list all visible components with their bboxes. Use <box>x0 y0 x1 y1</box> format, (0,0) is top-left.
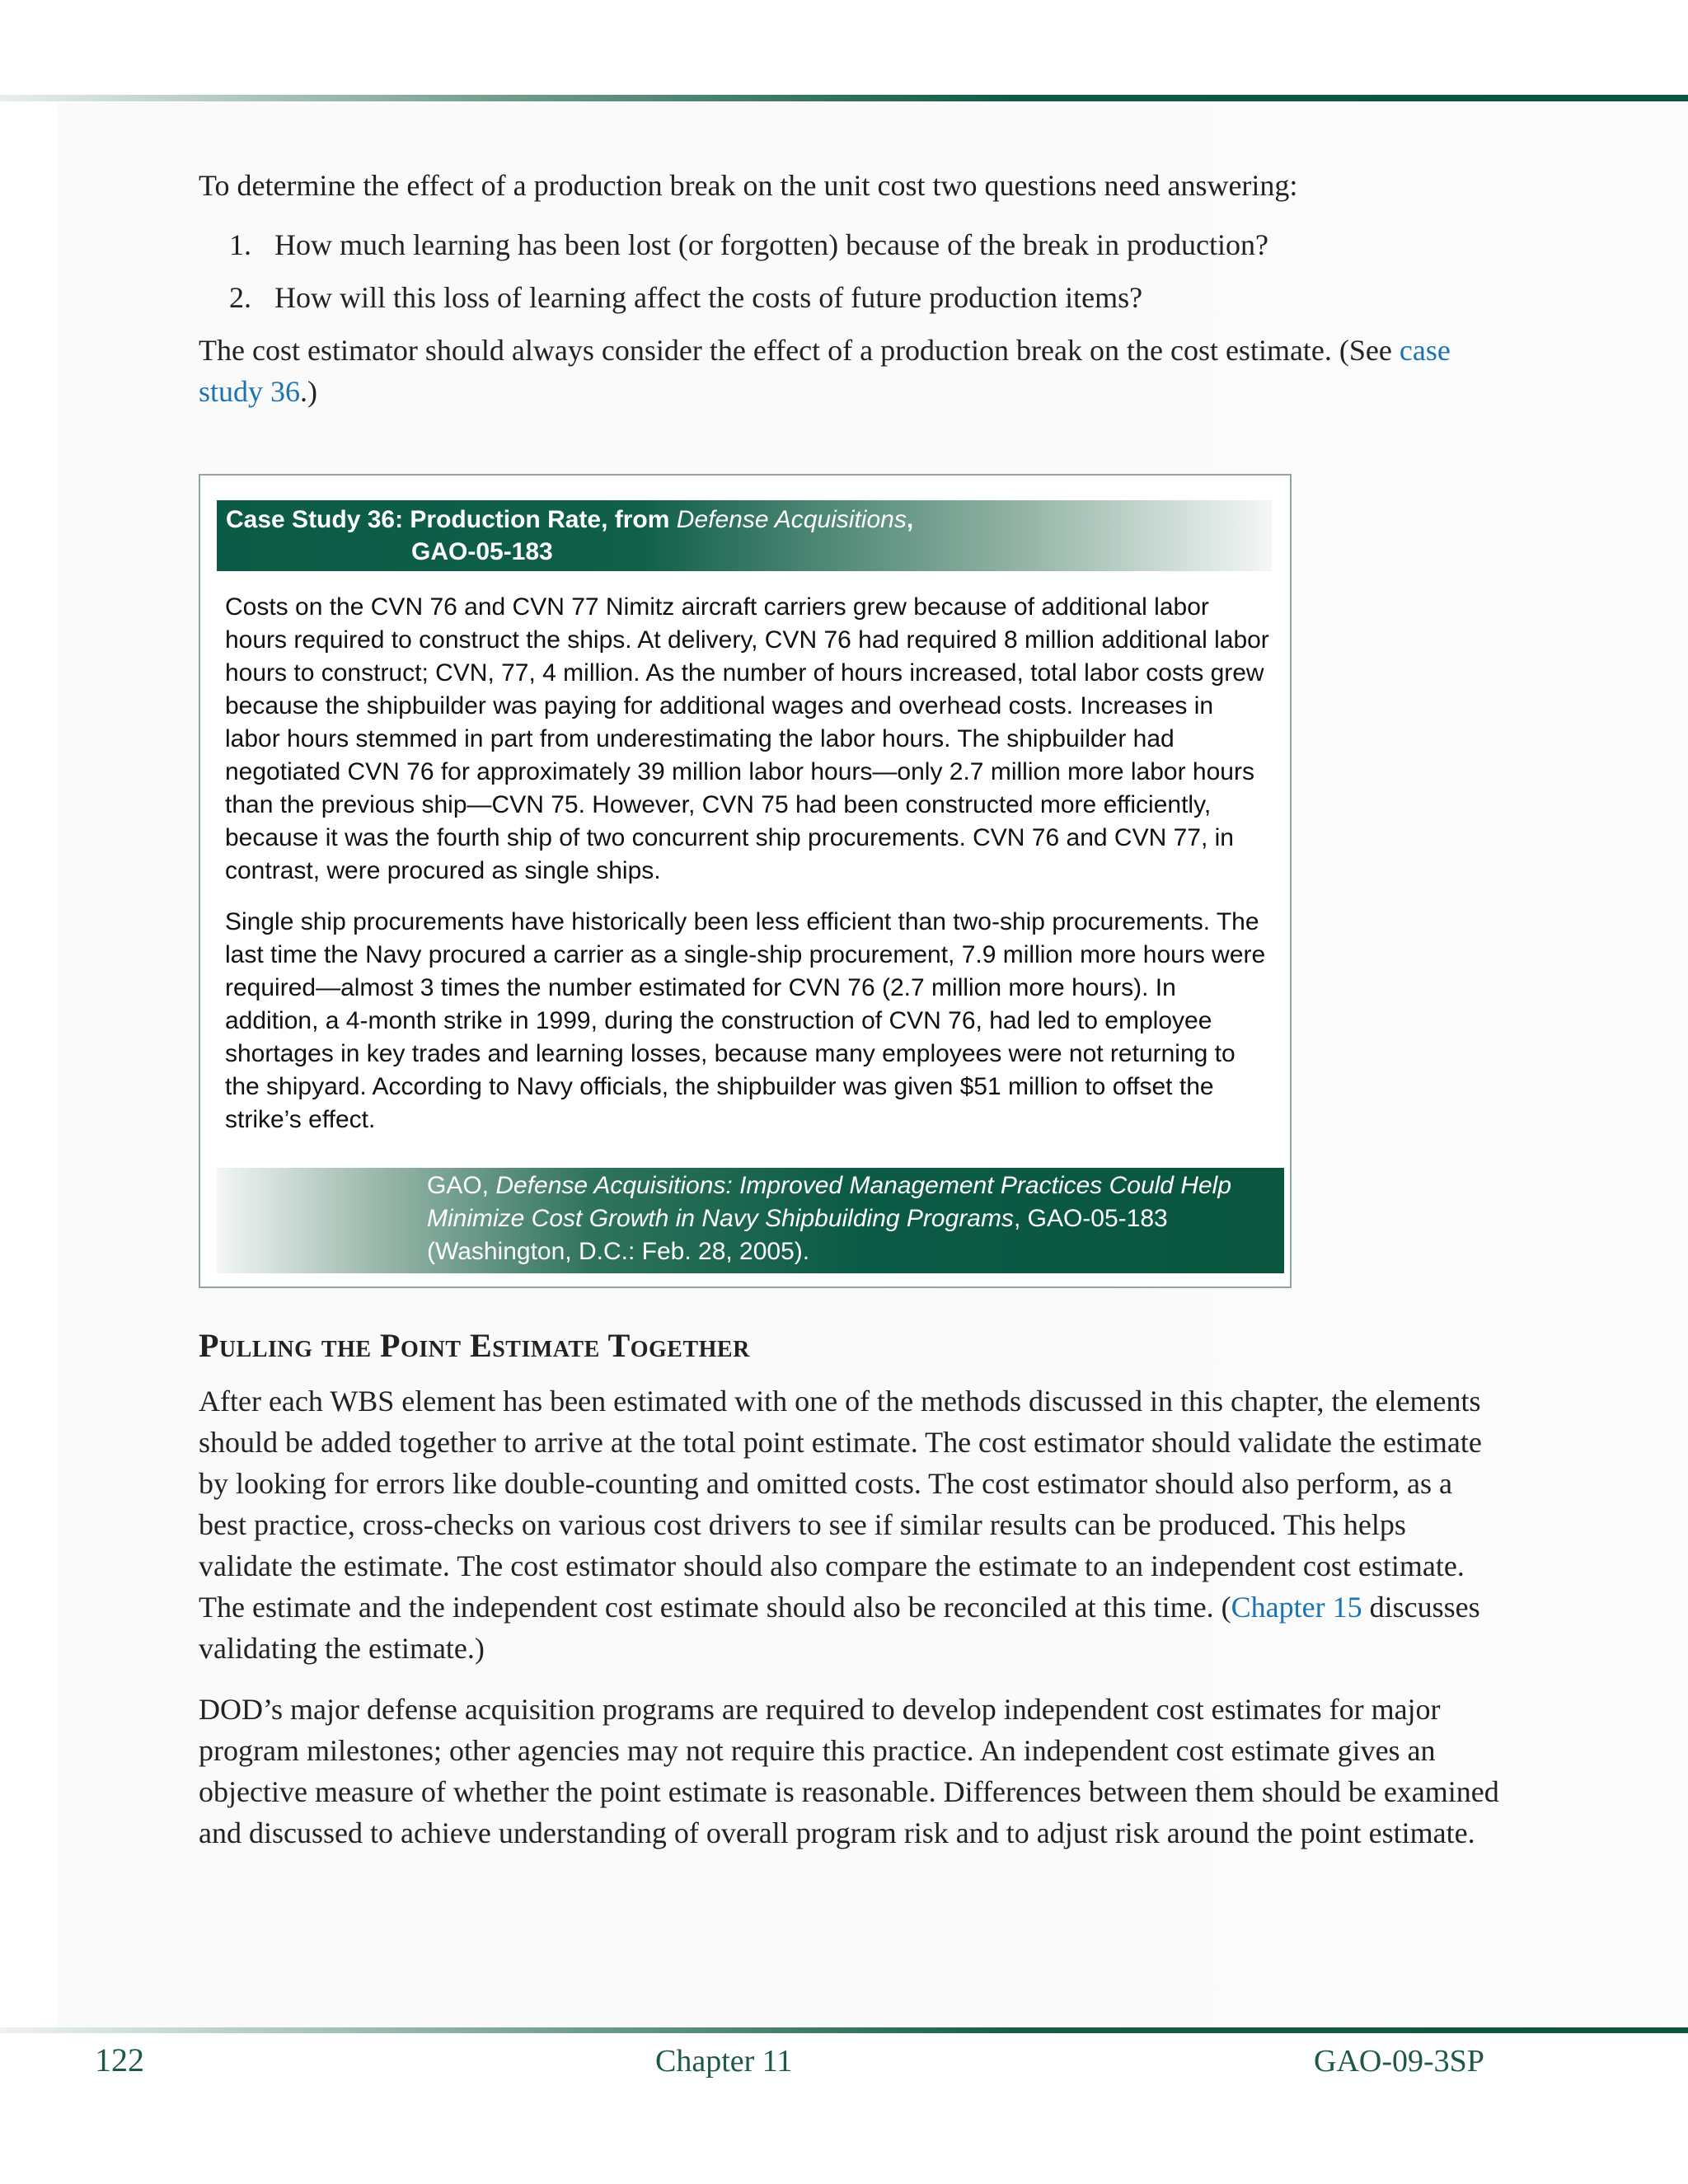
case-study-title <box>226 504 913 568</box>
intro-section <box>199 165 1501 412</box>
consider-paragraph <box>199 330 1501 412</box>
title-italic: Defense Acquisitions <box>676 506 907 533</box>
section-heading: Pulling the Point Estimate Together <box>199 1327 750 1364</box>
section-body <box>199 1380 1501 1873</box>
case-paragraph-2: Single ship procurements have historically been less efficient than two-ship procurements. The last time the Navy procured a carrier as a single-ship procurement, 7.9 million more hours were required—almost 3 times the number estimated for CVN 76 (2.7 million more hours). In addition, a 4-month strike in 1999, during the construction of CVN 76, had led to employee shortages in key trades and learning losses, because many employees were not returning to the shipyard. According to Navy officials, the shipbuilder was given $51 million to offset the strike’s effect. <box>225 908 1266 1133</box>
list-number: 1. <box>229 228 251 261</box>
case-study-header <box>217 500 1272 571</box>
page-footer <box>0 2036 1688 2085</box>
list-number: 2. <box>229 281 251 314</box>
section-paragraph-1 <box>199 1380 1501 1669</box>
p1-tail: discusses validating the estimate.) <box>199 1591 1480 1665</box>
question-list <box>199 224 1501 318</box>
p1-text: After each WBS element has been estimated with one of the methods discussed in this chapter, the elements should be added together to arrive at the total point estimate. The cost estimator should validate the estimate by looking for errors like double-counting and omitted costs. The cost estimator should also perform, as a best practice, cross-checks on various cost drivers to see if similar results can be produced. This helps validate the estimate. The cost estimator should also compare the estimate to an independent cost estimate. The estimate and the independent cost estimate should also be reconciled at this time. ( <box>199 1385 1482 1624</box>
bottom-rule <box>0 2027 1688 2033</box>
case-study-box <box>199 474 1292 1288</box>
consider-text: The cost estimator should always consider the effect of a production break on the cost estimate. (See <box>199 334 1400 367</box>
source-prefix: GAO, <box>427 1172 496 1199</box>
page-number: 122 <box>95 2041 144 2079</box>
title-bold: Case Study 36: Production Rate, from <box>226 506 677 533</box>
list-item <box>199 277 1501 318</box>
top-rule <box>0 95 1688 101</box>
case-paragraph-1: Costs on the CVN 76 and CVN 77 Nimitz aircraft carriers grew because of additional labor hours required to construct the ships. At delivery, CVN 76 had required 8 million additional labor hours to construct; CVN, 77, 4 million. As the number of hours increased, total labor costs grew because the shipbuilder was paying for additional wages and overhead costs. Increases in labor hours stemmed in part from underestimating the labor hours. The shipbuilder had negotiated CVN 76 for approximately 39 million labor hours—only 2.7 million more labor hours than the previous ship—CVN 75. However, CVN 75 had been constructed more efficiently, because it was the fourth ship of two concurrent ship procurements. CVN 76 and CVN 77, in contrast, were procured as single ships. <box>225 593 1269 884</box>
list-text: How will this loss of learning affect the costs of future production items? <box>274 281 1143 314</box>
title-report-id: GAO-05-183 <box>411 538 553 565</box>
section-paragraph-2: DOD’s major defense acquisition programs are required to develop independent cost estimates for major program milestones; other agencies may not require this practice. An independent cost estimate gives an objective measure of whether the point estimate is reasonable. Differences between them should be examined and discussed to achieve understanding of overall program risk and to adjust risk around the point estimate. <box>199 1693 1499 1849</box>
case-study-body <box>225 591 1272 1155</box>
consider-tail: .) <box>300 375 318 408</box>
source-title: Defense Acquisitions: Improved Management Practices Could Help Minimize Cost Growth in Navy Shipbuilding Programs <box>427 1172 1232 1232</box>
chapter-15-link[interactable]: Chapter 15 <box>1231 1591 1362 1624</box>
source-citation <box>427 1169 1284 1268</box>
case-study-link[interactable]: case study 36 <box>199 334 1451 408</box>
chapter-label: Chapter 11 <box>655 2044 793 2079</box>
case-study-source <box>217 1168 1284 1273</box>
list-text: How much learning has been lost (or forgotten) because of the break in production? <box>274 228 1268 261</box>
list-item <box>199 224 1501 265</box>
title-comma: , <box>906 506 914 533</box>
source-suffix: , GAO-05-183 (Washington, D.C.: Feb. 28, 2005). <box>427 1205 1168 1265</box>
intro-lead: To determine the effect of a production break on the unit cost two questions need answering: <box>199 169 1298 202</box>
document-id: GAO-09-3SP <box>1314 2044 1484 2079</box>
